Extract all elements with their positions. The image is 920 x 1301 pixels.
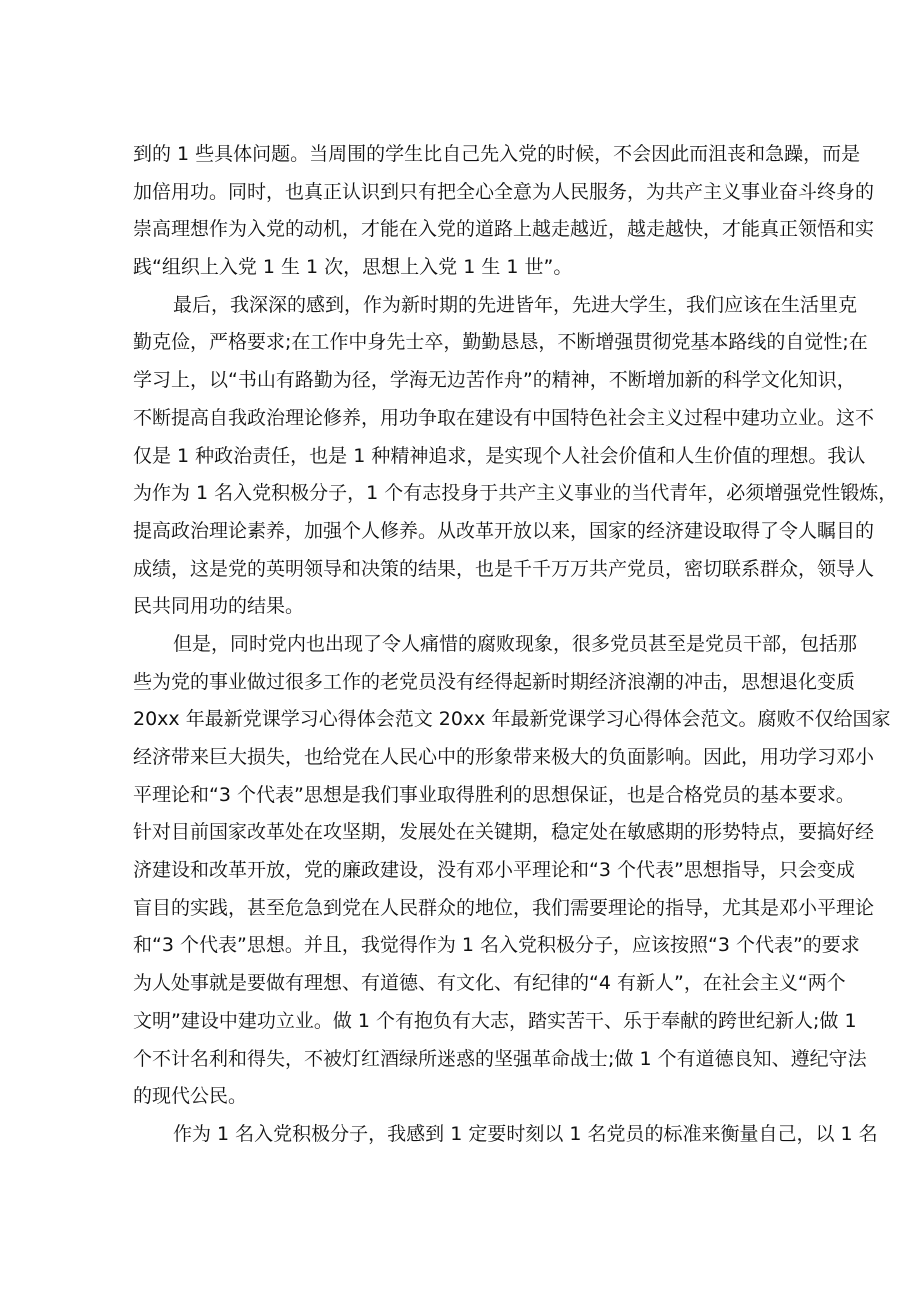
paragraph [133, 136, 875, 287]
text-line: 但是，同时党内也出现了令人痛惜的腐败现象，很多党员甚至是党员干部，包括那 [173, 632, 858, 655]
text-line: 加倍用功。同时，也真正认识到只有把全心全意为人民服务，为共产主义事业奋斗终身的 [133, 180, 875, 203]
paragraph [133, 287, 898, 626]
paragraph [133, 1116, 878, 1154]
text-line: 民共同用功的结果。 [133, 595, 305, 618]
text-line: 经济带来巨大损失，也给党在人民心中的形象带来极大的负面影响。因此，用功学习邓小 [133, 746, 875, 768]
text-line: 作为 1 名入党积极分子，我感到 1 定要时刻以 1 名党员的标准来衡量自己，以 1 名 [173, 1122, 878, 1145]
text-line: 勤克俭，严格要求;在工作中身先士卒，勤勤恳恳，不断增强贯彻党基本路线的自觉性;在 [133, 331, 868, 354]
text-line: 的现代公民。 [133, 1085, 248, 1108]
document-page [133, 136, 898, 1154]
text-line: 崇高理想作为入党的动机，才能在入党的道路上越走越近，越走越快，才能真正领悟和实 [133, 218, 875, 241]
text-line: 提高政治理论素养，加强个人修养。从改革开放以来，国家的经济建设取得了令人瞩目的 [133, 519, 875, 542]
text-line: 为人处事就是要做有理想、有道德、有文化、有纪律的“4 有新人”，在社会主义“两个 [133, 972, 846, 995]
text-line: 仅是 1 种政治责任，也是 1 种精神追求，是实现个人社会价值和人生价值的理想。我认 [133, 444, 866, 467]
text-line: 为作为 1 名入党积极分子，1 个有志投身于共产主义事业的当代青年，必须增强党性锻炼， [133, 482, 898, 505]
text-line: 20xx 年最新党课学习心得体会范文 20xx 年最新党课学习心得体会范文。腐败不仅给国家 [133, 708, 891, 731]
text-line: 不断提高自我政治理论修养，用功争取在建设有中国特色社会主义过程中建功立业。这不 [133, 406, 875, 429]
text-line: 济建设和改革开放，党的廉政建设，没有邓小平理论和“3 个代表”思想指导，只会变成 [133, 859, 855, 882]
text-line: 践“组织上入党 1 生 1 次，思想上入党 1 生 1 世”。 [133, 256, 573, 279]
paragraph [133, 626, 891, 1116]
text-line: 针对目前国家改革处在攻坚期，发展处在关键期，稳定处在敏感期的形势特点，要搞好经 [133, 821, 875, 844]
text-line: 到的 1 些具体问题。当周围的学生比自己先入党的时候，不会因此而沮丧和急躁，而是 [133, 143, 861, 165]
text-line: 个不计名利和得失，不被灯红酒绿所迷惑的坚强革命战士;做 1 个有道德良知、遵纪守法 [133, 1047, 867, 1070]
text-line: 平理论和“3 个代表”思想是我们事业取得胜利的思想保证，也是合格党员的基本要求。 [133, 783, 855, 806]
text-line: 盲目的实践，甚至危急到党在人民群众的地位，我们需要理论的指导，尤其是邓小平理论 [133, 896, 875, 919]
text-line: 和“3 个代表”思想。并且，我觉得作为 1 名入党积极分子，应该按照“3 个代表”的要求 [133, 934, 860, 957]
text-line: 些为党的事业做过很多工作的老党员没有经得起新时期经济浪潮的冲击，思想退化变质 [133, 670, 856, 693]
text-line: 文明”建设中建功立业。做 1 个有抱负有大志，踏实苦干、乐于奉献的跨世纪新人;做 1 [133, 1009, 857, 1032]
text-line: 成绩，这是党的英明领导和决策的结果，也是千千万万共产党员，密切联系群众，领导人 [133, 557, 875, 580]
text-line: 学习上，以“书山有路勤为径，学海无边苦作舟”的精神，不断增加新的科学文化知识， [133, 369, 856, 392]
text-line: 最后，我深深的感到，作为新时期的先进皆年，先进大学生，我们应该在生活里克 [173, 293, 858, 316]
